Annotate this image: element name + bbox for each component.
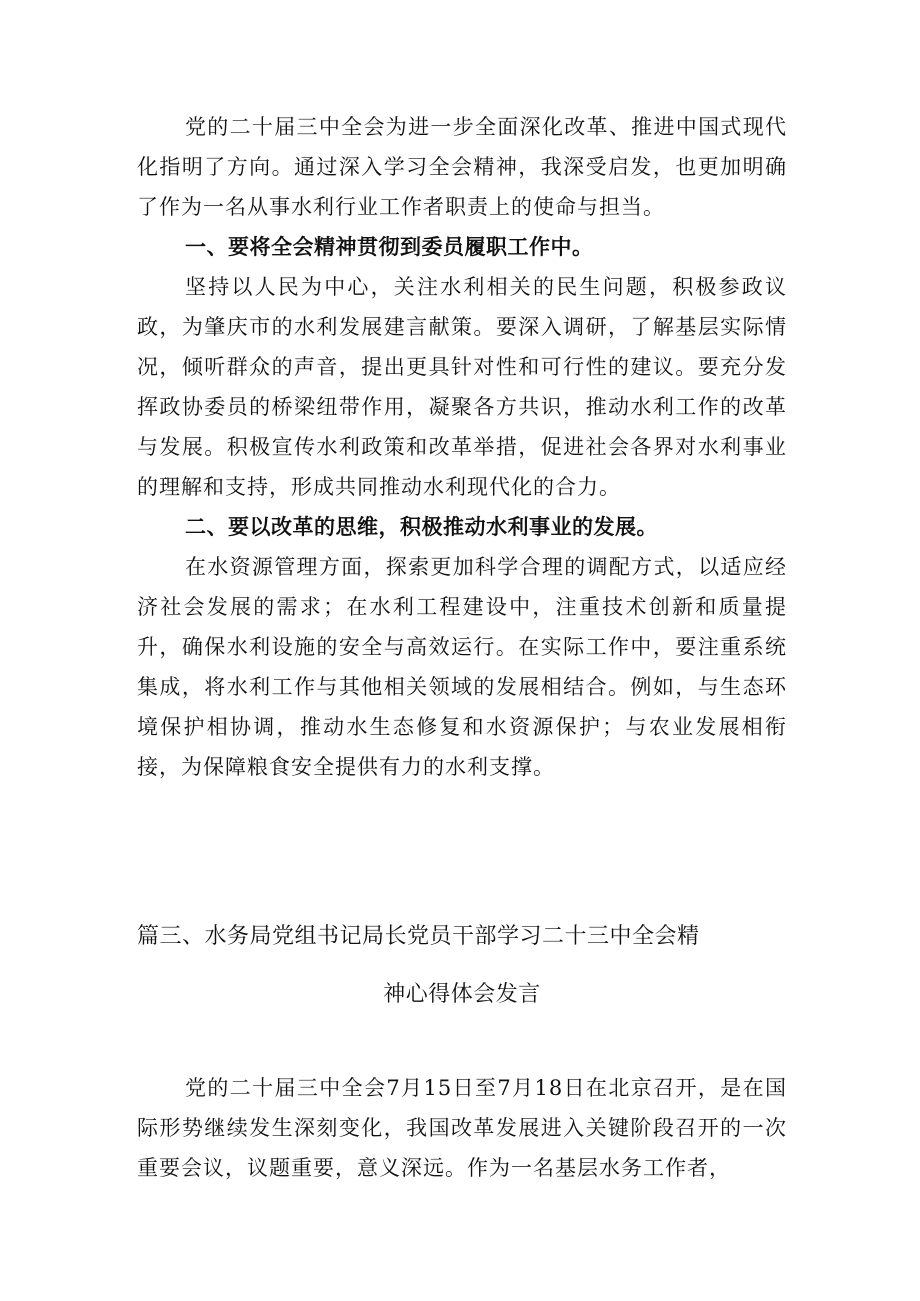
paragraph-three: 在水资源管理方面，探索更加科学合理的调配方式，以适应经济社会发展的需求；在水利工程建设中，注重技术创新和质量提升，确保水利设施的安全与高效运行。在实际工作中，要注重系统集成，将水利工作与其他相关领域的发展相结合。例如，与生态环境保护相协调，推动水生态修复和水资源保护；与农业发展相衔接，为保障粮食安全提供有力的水利支撑。 [137, 555, 787, 779]
section-three-title-line1: 篇三、水务局党组书记局长党员干部学习二十三中全会精 [137, 924, 700, 949]
paragraph-four: 党的二十届三中全会7月15日至7月18日在北京召开，是在国际形势继续发生深刻变化，我国改革发展进入关键阶段召开的一次重要会议，议题重要，意义深远。作为一名基层水务工作者， [137, 1076, 787, 1180]
section-three-body [137, 1068, 787, 1188]
section-two-body [137, 107, 787, 787]
heading-two: 二、要以改革的思维，积极推动水利事业的发展。 [185, 515, 658, 539]
section-three-title-line2: 神心得体会发言 [383, 982, 541, 1007]
paragraph-two: 坚持以人民为中心，关注水利相关的民生问题，积极参政议政，为肇庆市的水利发展建言献策。要深入调研，了解基层实际情况，倾听群众的声音，提出更具针对性和可行性的建议。要充分发挥政协委员的桥梁纽带作用，凝聚各方共识，推动水利工作的改革与发展。积极宣传水利政策和改革举措，促进社会各界对水利事业的理解和支持，形成共同推动水利现代化的合力。 [137, 275, 787, 499]
intro-paragraph: 党的二十届三中全会为进一步全面深化改革、推进中国式现代化指明了方向。通过深入学习全会精神，我深受启发，也更加明确了作为一名从事水利行业工作者职责上的使命与担当。 [137, 115, 787, 219]
heading-one: 一、要将全会精神贯彻到委员履职工作中。 [185, 235, 594, 259]
